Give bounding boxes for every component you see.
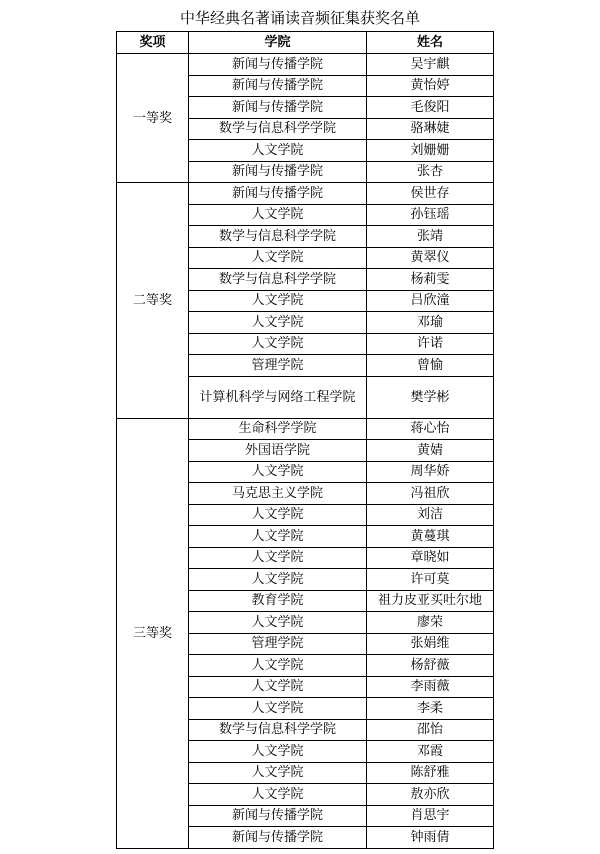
name-cell: 杨舒薇 bbox=[367, 655, 494, 677]
college-cell: 人文学院 bbox=[189, 333, 367, 355]
college-cell: 人文学院 bbox=[189, 504, 367, 526]
college-cell: 人文学院 bbox=[189, 784, 367, 806]
college-cell: 人文学院 bbox=[189, 247, 367, 269]
name-cell: 侯世存 bbox=[367, 183, 494, 205]
college-cell: 人文学院 bbox=[189, 547, 367, 569]
name-cell: 肖思宇 bbox=[367, 805, 494, 827]
college-cell: 人文学院 bbox=[189, 569, 367, 591]
college-cell: 数学与信息科学学院 bbox=[189, 719, 367, 741]
college-cell: 人文学院 bbox=[189, 698, 367, 720]
name-cell: 刘洁 bbox=[367, 504, 494, 526]
college-cell: 教育学院 bbox=[189, 590, 367, 612]
name-cell: 钟雨倩 bbox=[367, 827, 494, 849]
name-cell: 张靖 bbox=[367, 226, 494, 248]
college-cell: 人文学院 bbox=[189, 526, 367, 548]
name-cell: 樊学彬 bbox=[367, 376, 494, 418]
college-cell: 新闻与传播学院 bbox=[189, 805, 367, 827]
college-cell: 人文学院 bbox=[189, 204, 367, 226]
college-cell: 计算机科学与网络工程学院 bbox=[189, 376, 367, 418]
name-cell: 张娟维 bbox=[367, 633, 494, 655]
name-cell: 冯祖欣 bbox=[367, 483, 494, 505]
college-cell: 人文学院 bbox=[189, 741, 367, 763]
name-cell: 邓霞 bbox=[367, 741, 494, 763]
name-cell: 李雨薇 bbox=[367, 676, 494, 698]
name-cell: 黄蔓琪 bbox=[367, 526, 494, 548]
college-cell: 新闻与传播学院 bbox=[189, 97, 367, 119]
college-cell: 数学与信息科学学院 bbox=[189, 118, 367, 140]
award-level-cell: 三等奖 bbox=[117, 418, 189, 848]
college-cell: 新闻与传播学院 bbox=[189, 827, 367, 849]
table-header-row bbox=[117, 32, 494, 54]
name-cell: 刘姗姗 bbox=[367, 140, 494, 162]
name-cell: 蒋心怡 bbox=[367, 418, 494, 440]
college-cell: 人文学院 bbox=[189, 140, 367, 162]
college-cell: 马克思主义学院 bbox=[189, 483, 367, 505]
header-award: 奖项 bbox=[117, 32, 189, 54]
name-cell: 杨莉雯 bbox=[367, 269, 494, 291]
table-row bbox=[117, 54, 494, 76]
name-cell: 许可莫 bbox=[367, 569, 494, 591]
college-cell: 新闻与传播学院 bbox=[189, 183, 367, 205]
college-cell: 人文学院 bbox=[189, 312, 367, 334]
name-cell: 孙钰瑶 bbox=[367, 204, 494, 226]
name-cell: 曾愉 bbox=[367, 355, 494, 377]
name-cell: 黄怡婷 bbox=[367, 75, 494, 97]
college-cell: 管理学院 bbox=[189, 355, 367, 377]
college-cell: 管理学院 bbox=[189, 633, 367, 655]
name-cell: 周华娇 bbox=[367, 461, 494, 483]
name-cell: 吴宇麒 bbox=[367, 54, 494, 76]
college-cell: 新闻与传播学院 bbox=[189, 75, 367, 97]
name-cell: 吕欣潼 bbox=[367, 290, 494, 312]
college-cell: 人文学院 bbox=[189, 290, 367, 312]
name-cell: 黄婧 bbox=[367, 440, 494, 462]
table-body bbox=[117, 54, 494, 849]
college-cell: 外国语学院 bbox=[189, 440, 367, 462]
name-cell: 祖力皮亚买吐尔地 bbox=[367, 590, 494, 612]
name-cell: 邓瑜 bbox=[367, 312, 494, 334]
table-row bbox=[117, 418, 494, 440]
award-level-cell: 一等奖 bbox=[117, 54, 189, 183]
college-cell: 人文学院 bbox=[189, 676, 367, 698]
header-name: 姓名 bbox=[367, 32, 494, 54]
name-cell: 张杏 bbox=[367, 161, 494, 183]
name-cell: 陈舒雅 bbox=[367, 762, 494, 784]
table-row bbox=[117, 183, 494, 205]
name-cell: 邵怡 bbox=[367, 719, 494, 741]
header-college: 学院 bbox=[189, 32, 367, 54]
college-cell: 人文学院 bbox=[189, 655, 367, 677]
page-title: 中华经典名著诵读音频征集获奖名单 bbox=[179, 9, 420, 27]
name-cell: 许诺 bbox=[367, 333, 494, 355]
college-cell: 人文学院 bbox=[189, 762, 367, 784]
award-level-cell: 二等奖 bbox=[117, 183, 189, 419]
name-cell: 廖荣 bbox=[367, 612, 494, 634]
name-cell: 李柔 bbox=[367, 698, 494, 720]
college-cell: 生命科学学院 bbox=[189, 418, 367, 440]
college-cell: 人文学院 bbox=[189, 612, 367, 634]
name-cell: 章晓如 bbox=[367, 547, 494, 569]
award-table bbox=[116, 31, 494, 849]
name-cell: 骆琳婕 bbox=[367, 118, 494, 140]
college-cell: 人文学院 bbox=[189, 461, 367, 483]
college-cell: 数学与信息科学学院 bbox=[189, 269, 367, 291]
name-cell: 黄翠仪 bbox=[367, 247, 494, 269]
college-cell: 新闻与传播学院 bbox=[189, 161, 367, 183]
name-cell: 毛俊阳 bbox=[367, 97, 494, 119]
name-cell: 敖亦欣 bbox=[367, 784, 494, 806]
college-cell: 数学与信息科学学院 bbox=[189, 226, 367, 248]
college-cell: 新闻与传播学院 bbox=[189, 54, 367, 76]
